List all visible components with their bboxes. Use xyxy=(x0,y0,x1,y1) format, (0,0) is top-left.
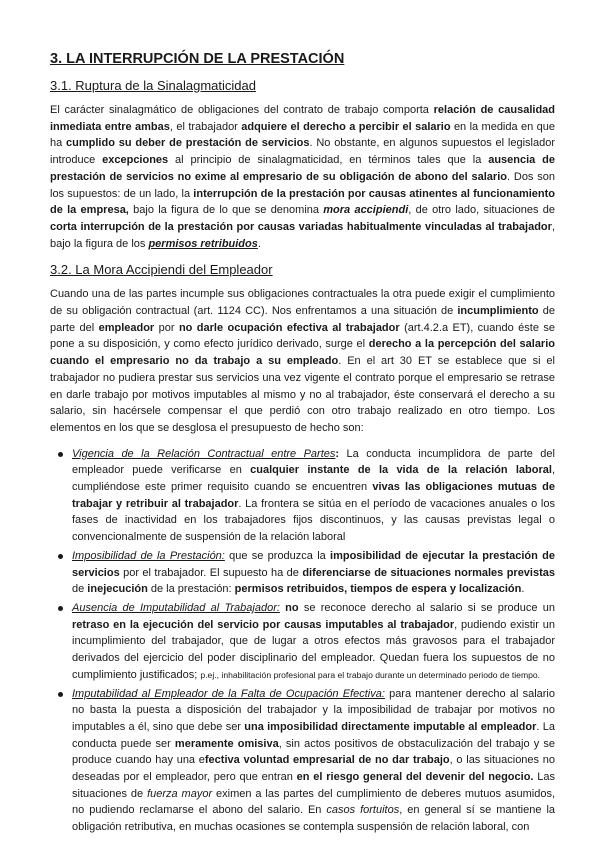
section-title: 3. LA INTERRUPCIÓN DE LA PRESTACIÓN xyxy=(50,51,345,67)
list-item-imputabilidad-empleador: Imputabilidad al Empleador de la Falta de Ocupación Efectiva: para mantener derecho al salario no basta la puesta a disposición del trabajador y la imposibilidad de trabajar por motivos no imputables a él, sino que debe ser una imposibilidad directamente imputable al empleador. La conducta puede ser meramente omisiva, sin actos positivos de obstaculización del trabajo y se produce cuando hay una efectiva voluntad empresarial de no dar trabajo, o las situaciones no deseadas por el empleador, pero que entran en el riesgo general del devenir del negocio. Las situaciones de fuerza mayor eximen a las partes del cumplimiento de deberes mutuos asumidos, no pudiendo reclamarse el abono del salario. En casos fortuitos, en general sí se mantiene la obligación retributiva, en muchas ocasiones se contempla suspensión de relación laboral, con xyxy=(50,686,555,836)
list-item-imposibilidad: Imposibilidad de la Prestación: que se produzca la imposibilidad de ejecutar la prestación de servicios por el trabajador. El supuesto ha de diferenciarse de situaciones normales previstas de inejecución de la prestación: permisos retribuidos, tiempos de espera y localización. xyxy=(50,548,555,598)
document-page xyxy=(50,50,555,838)
bullet-icon xyxy=(58,452,63,457)
elements-list xyxy=(50,446,555,836)
bullet-icon xyxy=(58,606,63,611)
bullet-icon xyxy=(58,554,63,559)
paragraph-sinalagmaticidad: El carácter sinalagmático de obligaciones del contrato de trabajo comporta relación de causalidad inmediata entre ambas, el trabajador adquiere el derecho a percibir el salario en la medida en que ha cumplido su deber de prestación de servicios. No obstante, en algunos supuestos el legislador introduce excepciones al principio de sinalagmaticidad, en términos tales que la ausencia de prestación de servicios no exime al empresario de su obligación de abono del salario. Dos son los supuestos: de un lado, la interrupción de la prestación por causas atinentes al funcionamiento de la empresa, bajo la figura de lo que se denomina mora accipiendi, de otro lado, situaciones de corta interrupción de la prestación por causas variadas habitualmente vinculadas al trabajador, bajo la figura de los permisos retribuidos. xyxy=(50,104,556,250)
subsection-heading-ruptura: 3.1. Ruptura de la Sinalagmaticidad xyxy=(50,78,256,93)
bullet-icon xyxy=(58,692,63,697)
subsection-heading-mora: 3.2. La Mora Accipiendi del Empleador xyxy=(50,262,273,278)
list-item-vigencia: Vigencia de la Relación Contractual entre Partes: La conducta incumplidora de parte del empleador puede verificarse en cualquier instante de la vida de la relación laboral, cumpliéndose este primer requisito cuando se encuentren vivas las obligaciones mutuas de trabajar y retribuir al trabajador. La frontera se sitúa en el período de vacaciones anuales o los fases de inactividad en los trabajadores fijos discontinuos, y las causas previstas legal o convencionalmente de suspensión de la relación laboral xyxy=(50,446,555,546)
paragraph-mora-accipiendi: Cuando una de las partes incumple sus obligaciones contractuales la otra puede exigir el cumplimiento de su obligación contractual (art. 1124 CC). Nos enfrentamos a una situación de incumplimiento de parte del empleador por no darle ocupación efectiva al trabajador (art.4.2.a ET), cuando éste se pone a su disposición, y como efecto jurídico derivado, surge el derecho a la percepción del salario cuando el empresario no da trabajo a su empleado. En el art 30 ET se establece que si el trabajador no pudiera prestar sus servicios una vez vigente el contrato porque el empresario se retrase en darle trabajo por motivos imputables al mismo y no al trabajador, éste conservará el derecho a su salario, sin hacérsele compensar el que perdió con otro trabajo realizado en otro tiempo. Los elementos en los que se desglosa el presupuesto de hecho son: xyxy=(50,288,555,434)
list-item-ausencia-imputabilidad: Ausencia de Imputabilidad al Trabajador: no se reconoce derecho al salario si se produce un retraso en la ejecución del servicio por causas imputables al trabajador, pudiendo existir un incumplimiento del trabajador, que de lugar a otros efectos más gravosos para el trabajador derivados del ejercicio del poder disciplinario del empleador. Quedan fuera los supuestos de no cumplimiento justificados; p.ej., inhabilitación profesional para el trabajo durante un determinado periodo de tiempo. xyxy=(50,600,555,684)
